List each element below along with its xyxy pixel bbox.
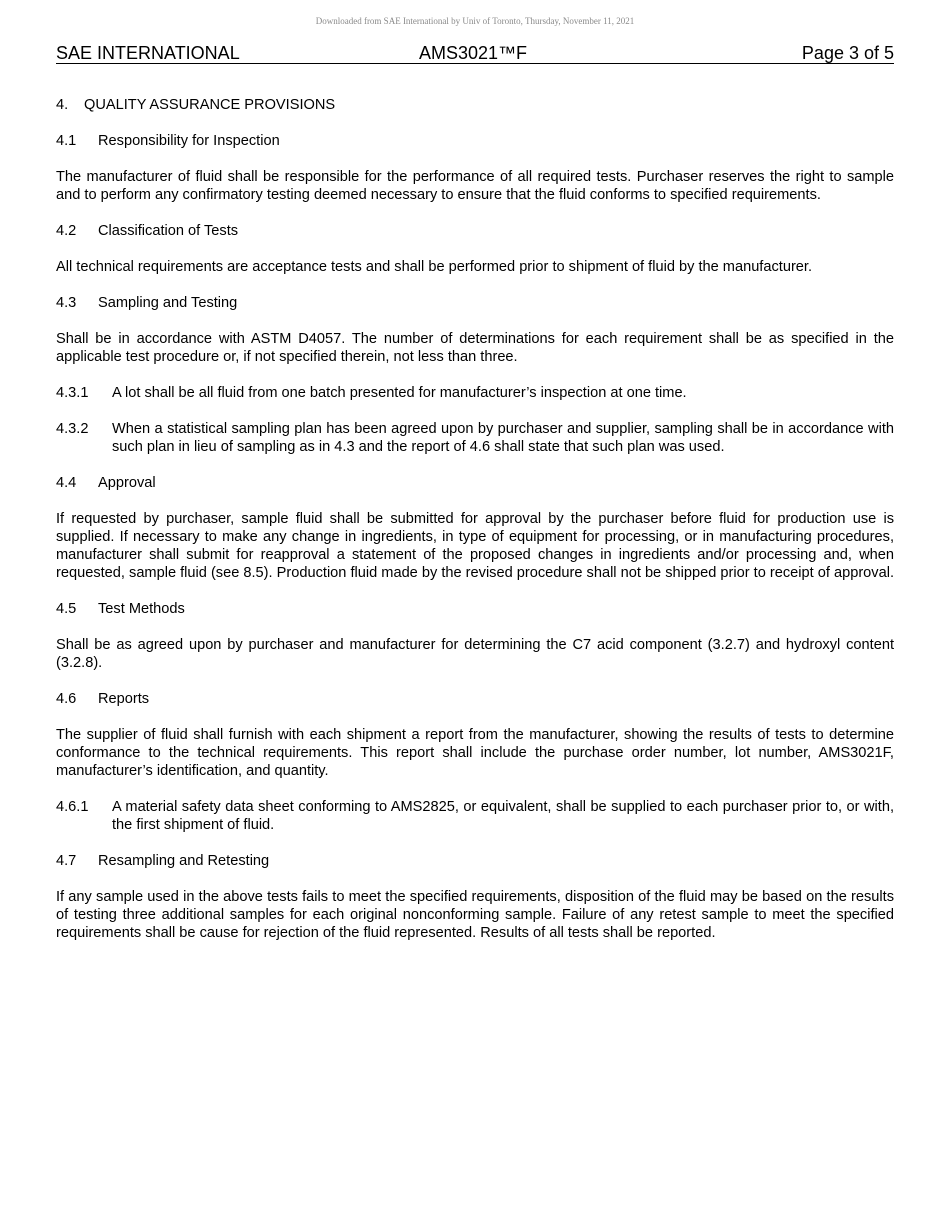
section-4-2-heading (56, 222, 894, 240)
section-title: Approval (98, 475, 156, 491)
section-title: Sampling and Testing (98, 295, 238, 311)
section-4-7-heading (56, 852, 894, 870)
download-watermark: Downloaded from SAE International by Univ of Toronto, Thursday, November 11, 2021 (315, 16, 635, 26)
section-number: 4.1 (56, 133, 77, 149)
section-number: 4. (56, 97, 69, 113)
section-4-4-paragraph: If requested by purchaser, sample fluid shall be submitted for approval by the purchaser before fluid for production use is supplied. If necessary to make any change in ingredients, in type of equipment for processing, or in manufacturing procedures, manufacturer shall submit for reapproval a statement of the proposed changes in ingredients and/or processing and, when requested, sample fluid (see 8.5). Production fluid made by the revised procedure shall not be shipped prior to receipt of approval. (56, 511, 895, 581)
section-number: 4.6 (56, 691, 77, 707)
subsection-number: 4.3.2 (56, 421, 89, 437)
section-number: 4.7 (56, 853, 77, 869)
section-title: Responsibility for Inspection (98, 133, 280, 149)
header-page-number: Page 3 of 5 (801, 43, 894, 63)
section-4-4-heading (56, 474, 894, 492)
section-4-7-paragraph: If any sample used in the above tests fails to meet the specified requirements, disposition of the fluid may be based on the results of testing three additional samples for each original nonconforming sample. Failure of any retest sample to meet the specified requirements shall be cause for rejection of the fluid represented. Results of all tests shall be reported. (56, 889, 894, 941)
section-4-3-heading (56, 294, 894, 312)
section-4-1-heading (56, 132, 894, 150)
page-header (56, 43, 894, 64)
section-4-3-1 (56, 384, 894, 402)
section-4-3-2 (56, 420, 894, 456)
header-document-id: AMS3021™F (419, 43, 528, 63)
header-organization: SAE INTERNATIONAL (56, 43, 240, 63)
section-title: QUALITY ASSURANCE PROVISIONS (84, 97, 336, 113)
section-4-5-paragraph: Shall be as agreed upon by purchaser and manufacturer for determining the C7 acid component (3.2.7) and hydroxyl content (3.2.8). (56, 637, 894, 671)
section-title: Reports (98, 691, 150, 707)
section-4-2-paragraph: All technical requirements are acceptance tests and shall be performed prior to shipment of fluid by the manufacturer. (56, 259, 813, 275)
section-number: 4.2 (56, 223, 77, 239)
section-number: 4.4 (56, 475, 77, 491)
subsection-text: A lot shall be all fluid from one batch presented for manufacturer’s inspection at one time. (112, 385, 687, 401)
section-title: Resampling and Retesting (98, 853, 270, 869)
section-title: Classification of Tests (98, 223, 239, 239)
section-4-1-paragraph: The manufacturer of fluid shall be responsible for the performance of all required tests. Purchaser reserves the right to sample and to perform any confirmatory testing deemed necessary to ensure that the fluid conforms to specified requirements. (56, 169, 894, 203)
subsection-text: A material safety data sheet conforming to AMS2825, or equivalent, shall be supplied to each purchaser prior to, or with, the first shipment of fluid. (112, 799, 894, 833)
section-4-6-1 (56, 798, 894, 834)
section-4-3-paragraph: Shall be in accordance with ASTM D4057. The number of determinations for each requirement shall be as specified in the applicable test procedure or, if not specified therein, not less than three. (56, 331, 894, 365)
section-number: 4.5 (56, 601, 77, 617)
section-4-5-heading (56, 600, 894, 618)
section-4-heading (56, 96, 894, 114)
document-body (56, 96, 894, 960)
subsection-number: 4.3.1 (56, 385, 89, 401)
subsection-text: When a statistical sampling plan has been agreed upon by purchaser and supplier, sampling shall be in accordance with such plan in lieu of sampling as in 4.3 and the report of 4.6 shall state that such plan was used. (112, 421, 894, 455)
subsection-number: 4.6.1 (56, 799, 89, 815)
section-number: 4.3 (56, 295, 77, 311)
section-4-6-paragraph: The supplier of fluid shall furnish with each shipment a report from the manufacturer, showing the results of tests to determine conformance to the technical requirements. This report shall include the purchase order number, lot number, AMS3021F, manufacturer’s identification, and quantity. (56, 727, 894, 779)
section-4-6-heading (56, 690, 894, 708)
section-title: Test Methods (98, 601, 185, 617)
